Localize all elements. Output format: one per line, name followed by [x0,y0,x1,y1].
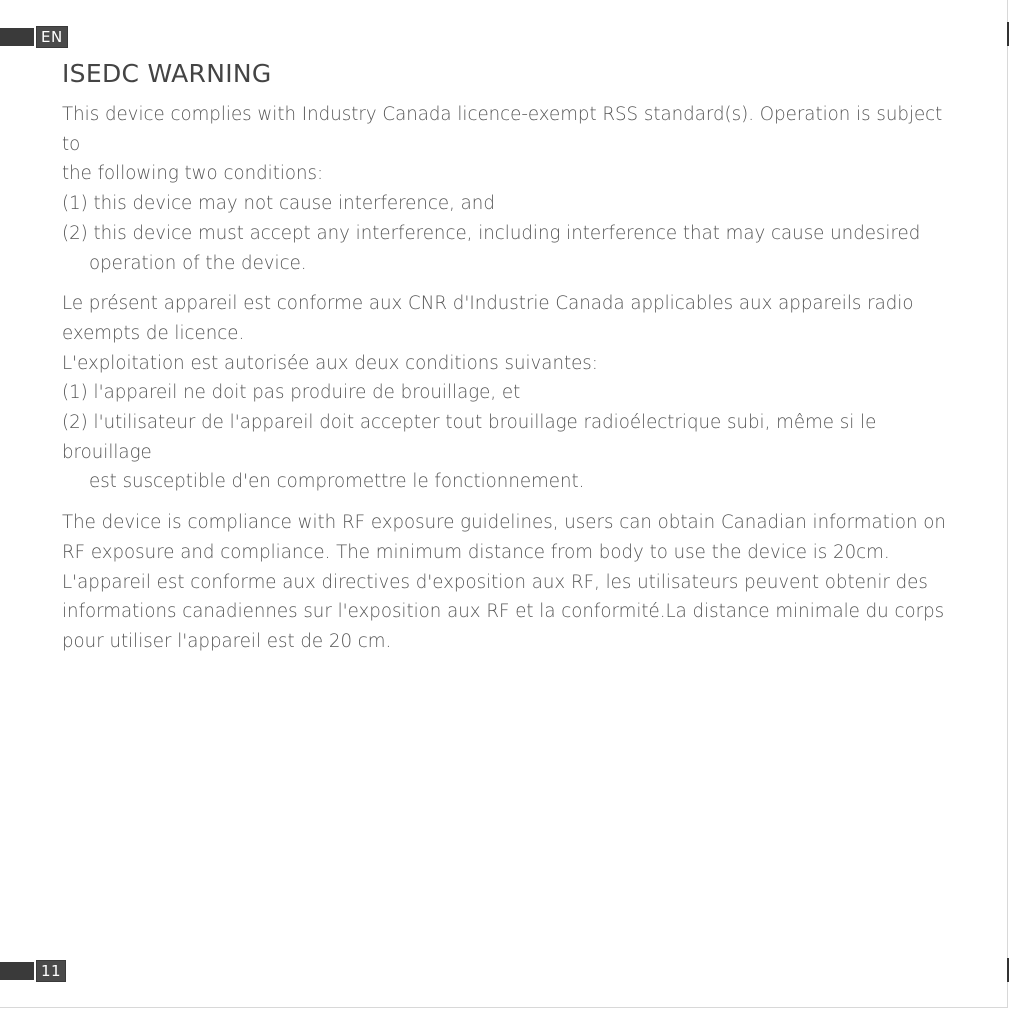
fr-condition-1: (1) l'appareil ne doit pas produire de brouillage, et [62,382,521,404]
block-gap [62,278,962,289]
page-number-tab-bar [0,962,34,980]
en-condition-2-continued: operation of the device. [89,252,307,274]
fr-condition-2: (2) l'utilisateur de l'appareil doit accepter tout brouillage radioélectrique subi, même si le brouillage [62,412,877,463]
fr-line-3: L'exploitation est autorisée aux deux conditions suivantes: [62,352,598,374]
language-tab-label: EN [36,26,68,48]
rf-line-3: L'appareil est conforme aux directives d'exposition aux RF, les utilisateurs peuvent obtenir des [62,571,928,593]
language-tab [0,26,68,48]
en-line-1: This device complies with Industry Canada licence-exempt RSS standard(s). Operation is subject to [62,104,943,155]
page-title: ISEDC WARNING [62,59,272,88]
fr-line-2: exempts de licence. [62,322,245,344]
page-number: 11 [36,960,66,982]
fr-condition-2-continued: est susceptible d'en compromettre le fonctionnement. [89,471,585,493]
fr-line-1: Le présent appareil est conforme aux CNR d'Industrie Canada applicables aux appareils radio [62,293,914,315]
en-condition-2: (2) this device must accept any interference, including interference that may cause undesired [62,222,921,244]
rf-exposure-block [62,508,962,657]
page-content [62,56,962,657]
en-line-2: the following two conditions: [62,163,324,185]
rf-line-2: RF exposure and compliance. The minimum distance from body to use the device is 20cm. [62,541,890,563]
rf-line-5: pour utiliser l'appareil est de 20 cm. [62,630,392,652]
rf-line-4: informations canadiennes sur l'exposition aux RF et la conformité.La distance minimale du corps [62,601,945,623]
block-gap [62,497,962,508]
french-conditions-block [62,289,962,497]
en-condition-1: (1) this device may not cause interference, and [62,193,495,215]
language-tab-bar [0,28,34,46]
rf-line-1: The device is compliance with RF exposure guidelines, users can obtain Canadian information on [62,512,946,534]
english-conditions-block [62,100,962,278]
page-number-tab [0,960,66,982]
